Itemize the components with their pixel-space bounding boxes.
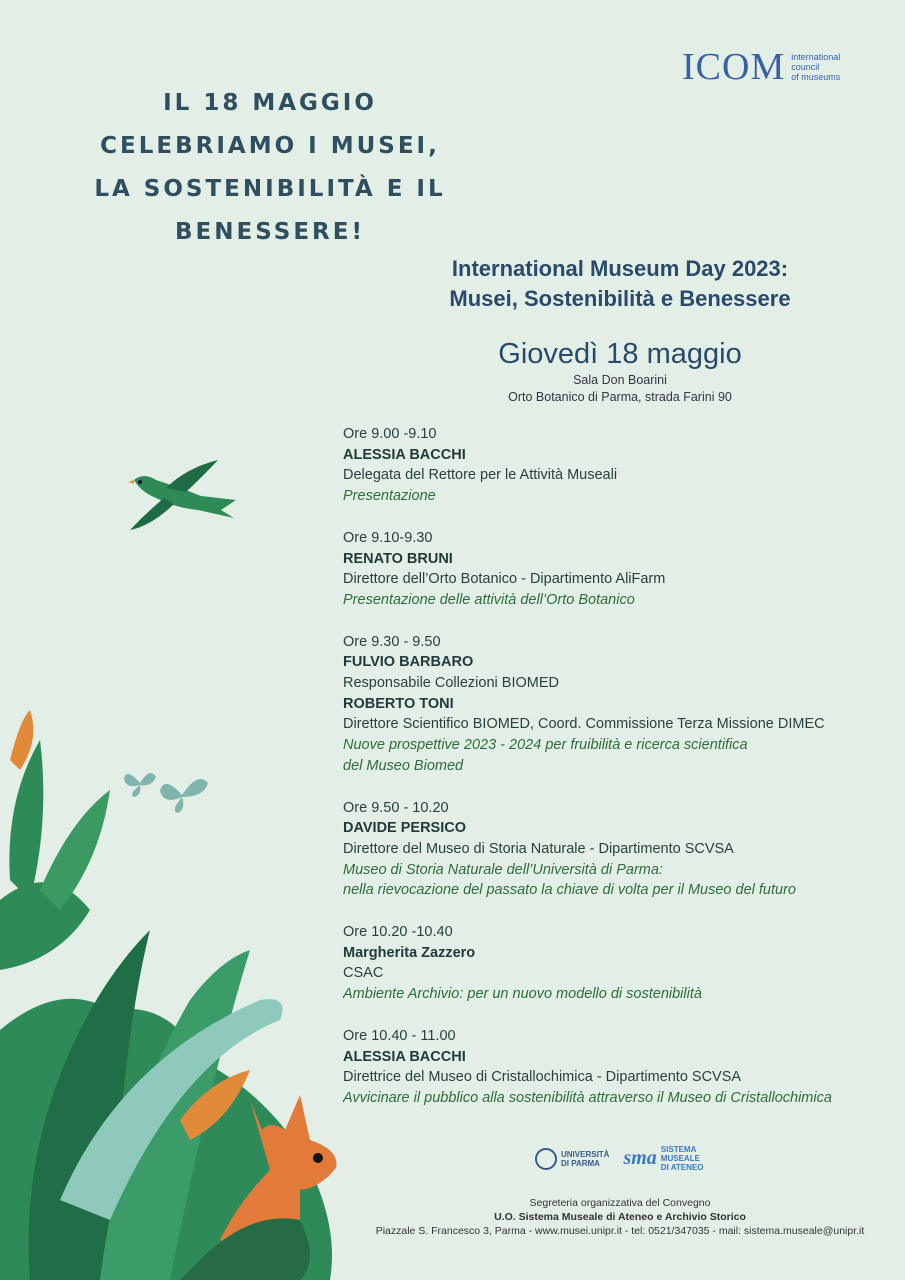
partner-logos xyxy=(535,1145,703,1172)
sma-line: MUSEALE xyxy=(660,1154,700,1163)
talk-title: Avvicinare il pubblico alla sostenibilità attraverso il Museo di Cristallochimica xyxy=(343,1089,832,1106)
speaker-role: Direttore Scientifico BIOMED, Coord. Commissione Terza Missione DIMEC xyxy=(343,716,825,733)
event-headline xyxy=(400,254,840,314)
unipr-logo xyxy=(535,1148,609,1170)
unipr-line: UNIVERSITÀ xyxy=(561,1149,610,1159)
talk-title: Museo di Storia Naturale dell’Università di Parma: xyxy=(343,861,663,878)
session-time: Ore 9.00 -9.10 xyxy=(343,426,437,442)
slogan-line: LA SOSTENIBILITÀ E IL xyxy=(94,176,446,202)
speaker-name: RENATO BRUNI xyxy=(343,550,453,567)
talk-title: Nuove prospettive 2023 - 2024 per fruibilità e ricerca scientifica xyxy=(343,737,748,754)
unipr-seal-icon xyxy=(535,1148,557,1170)
speaker-name: Margherita Zazzero xyxy=(343,944,476,961)
icom-sub-line: council xyxy=(791,62,820,72)
sma-line: DI ATENEO xyxy=(660,1163,704,1172)
foliage-illustration xyxy=(0,700,345,1280)
speaker-name: ALESSIA BACCHI xyxy=(343,1048,466,1065)
speaker-role: CSAC xyxy=(343,965,384,982)
speaker-role: Direttrice del Museo di Cristallochimica - Dipartimento SCVSA xyxy=(343,1069,742,1086)
session-time: Ore 9.50 - 10.20 xyxy=(343,799,449,816)
icom-sub-line: of museums xyxy=(791,72,841,82)
slogan-line: IL 18 MAGGIO xyxy=(163,90,377,116)
speaker-name: ALESSIA BACCHI xyxy=(343,446,466,463)
headline-line: International Museum Day 2023: xyxy=(451,256,789,281)
icom-subtitle xyxy=(791,52,840,82)
slogan-line: BENESSERE! xyxy=(175,219,365,245)
unipr-text xyxy=(561,1150,609,1168)
speaker-role: Responsabile Collezioni BIOMED xyxy=(343,675,559,692)
footer xyxy=(340,1196,900,1238)
talk-title: Presentazione xyxy=(343,488,436,505)
speaker-name: ROBERTO TONI xyxy=(343,695,454,712)
slogan xyxy=(60,82,480,254)
session-time: Ore 9.10-9.30 xyxy=(343,529,433,546)
program-list xyxy=(343,424,893,1130)
talk-title: del Museo Biomed xyxy=(343,757,464,774)
program-session xyxy=(343,424,893,507)
venue-address: Orto Botanico di Parma, strada Farini 90 xyxy=(508,390,732,404)
footer-line: Segreteria organizzativa del Convegno xyxy=(529,1197,711,1209)
program-session xyxy=(343,798,893,902)
footer-contacts: Piazzale S. Francesco 3, Parma - www.musei.unipr.it - tel: 0521/347035 - mail: sistema.museale@unipr.it xyxy=(375,1225,865,1237)
talk-title: Presentazione delle attività dell’Orto Botanico xyxy=(343,591,635,608)
icom-wordmark: ICOM xyxy=(682,46,786,88)
speaker-name: FULVIO BARBARO xyxy=(343,654,474,671)
sma-line: SISTEMA xyxy=(660,1145,697,1154)
venue-room: Sala Don Boarini xyxy=(573,373,667,387)
talk-title: Ambiente Archivio: per un nuovo modello di sostenibilità xyxy=(343,986,702,1003)
session-time: Ore 9.30 - 9.50 xyxy=(343,633,441,650)
program-session xyxy=(343,922,893,1005)
footer-org: U.O. Sistema Museale di Ateneo e Archivio Storico xyxy=(494,1211,746,1223)
speaker-role: Direttore dell’Orto Botanico - Dipartimento AliFarm xyxy=(343,571,666,588)
icom-logo xyxy=(682,48,840,86)
headline-line: Musei, Sostenibilità e Benessere xyxy=(449,286,791,311)
slogan-line: CELEBRIAMO I MUSEI, xyxy=(100,133,440,159)
talk-title: nella rievocazione del passato la chiave di volta per il Museo del futuro xyxy=(343,882,796,899)
program-session xyxy=(343,528,893,611)
program-session xyxy=(343,632,893,777)
speaker-name: DAVIDE PERSICO xyxy=(343,820,467,837)
icom-sub-line: international xyxy=(791,52,841,62)
speaker-role: Delegata del Rettore per le Attività Museali xyxy=(343,467,618,484)
speaker-role: Direttore del Museo di Storia Naturale - Dipartimento SCVSA xyxy=(343,840,734,857)
bird-illustration xyxy=(126,458,241,538)
session-time: Ore 10.40 - 11.00 xyxy=(343,1027,456,1044)
event-date: Giovedì 18 maggio xyxy=(498,338,742,370)
unipr-line: DI PARMA xyxy=(561,1158,600,1168)
sma-mark-icon: sma xyxy=(623,1147,657,1169)
session-time: Ore 10.20 -10.40 xyxy=(343,924,453,941)
program-session xyxy=(343,1026,893,1109)
sma-logo xyxy=(623,1145,703,1172)
sma-text xyxy=(661,1145,704,1172)
